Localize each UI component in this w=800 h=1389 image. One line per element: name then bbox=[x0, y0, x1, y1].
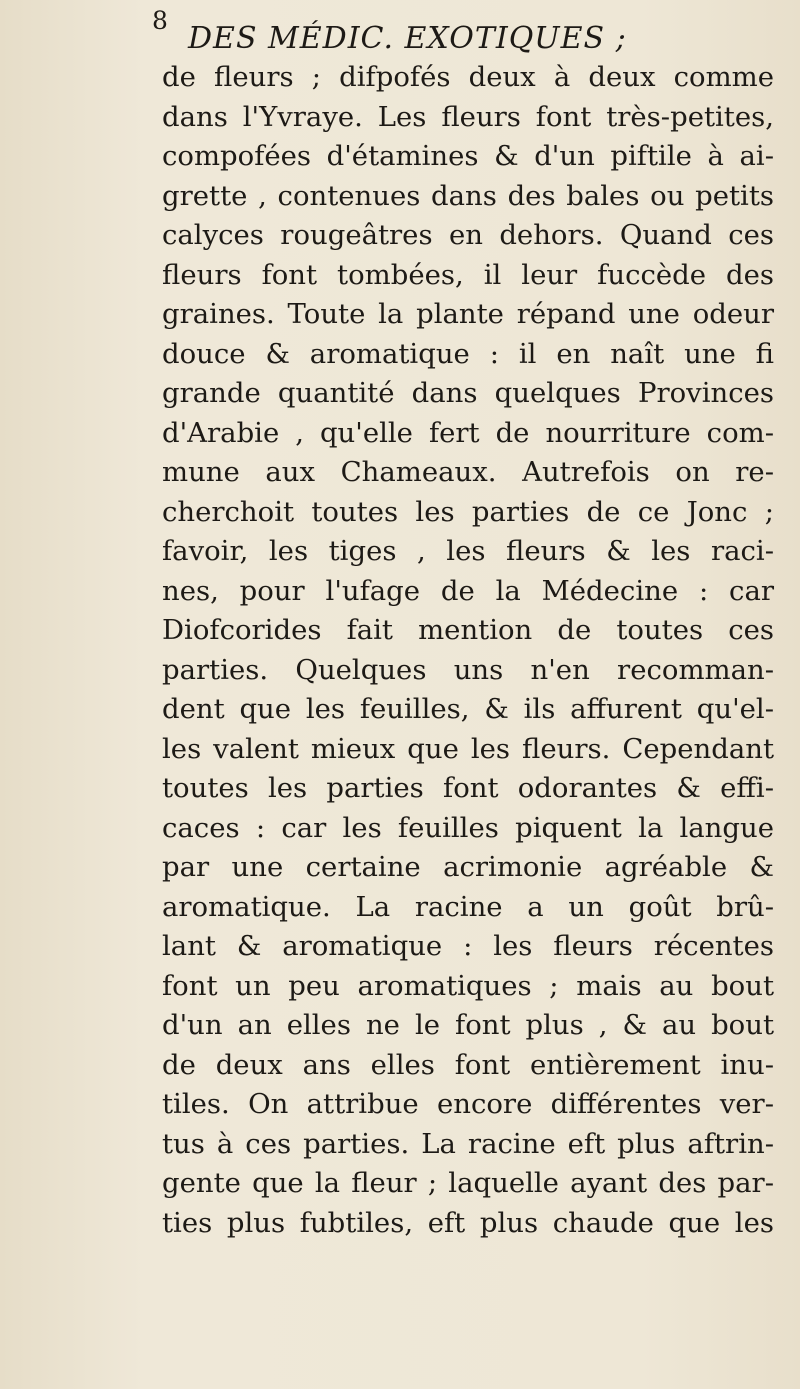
page-number: 8 bbox=[152, 6, 169, 35]
text-line: lant & aromatique : les fleurs récentes bbox=[162, 930, 774, 962]
text-line: graines. Toute la plante répand une odeur bbox=[162, 298, 774, 330]
text-line: d'Arabie , qu'elle fert de nourriture com- bbox=[162, 416, 774, 449]
text-line: fleurs font tombées, il leur fuccède des bbox=[162, 258, 774, 291]
text-line: font un peu aromatiques ; mais au bout bbox=[162, 969, 774, 1002]
text-line: dent que les feuilles, & ils affurent qu'el- bbox=[162, 693, 774, 725]
body-text bbox=[162, 58, 774, 1243]
text-line: dans l'Yvraye. Les fleurs font très-petites, bbox=[162, 100, 774, 133]
text-line: parties. Quelques uns n'en recomman- bbox=[162, 653, 774, 686]
text-line: tiles. On attribue encore différentes ver- bbox=[162, 1088, 774, 1120]
running-head bbox=[152, 4, 774, 56]
text-line: par une certaine acrimonie agréable & bbox=[162, 851, 774, 883]
text-line: gente que la fleur ; laquelle ayant des par- bbox=[162, 1167, 774, 1199]
text-line: calyces rougeâtres en dehors. Quand ces bbox=[162, 219, 774, 251]
text-line: grande quantité dans quelques Provinces bbox=[162, 377, 774, 409]
text-line: nes, pour l'ufage de la Médecine : car bbox=[162, 574, 774, 607]
text-line: grette , contenues dans des bales ou petits bbox=[162, 179, 774, 212]
running-head-title: DES MÉDIC. EXOTIQUES ; bbox=[188, 21, 627, 56]
text-line: toutes les parties font odorantes & effi- bbox=[162, 772, 774, 804]
text-line: tus à ces parties. La racine eft plus aftrin- bbox=[162, 1127, 774, 1160]
text-line: de deux ans elles font entièrement inu- bbox=[162, 1048, 774, 1081]
text-line: douce & aromatique : il en naît une fi bbox=[162, 337, 774, 370]
text-line: caces : car les feuilles piquent la langue bbox=[162, 811, 774, 844]
text-line: Diofcorides fait mention de toutes ces bbox=[162, 614, 774, 646]
text-line: compofées d'étamines & d'un piftile à ai- bbox=[162, 140, 774, 172]
text-line: les valent mieux que les fleurs. Cependant bbox=[162, 732, 774, 765]
text-line: ties plus fubtiles, eft plus chaude que les bbox=[162, 1206, 774, 1239]
text-line: favoir, les tiges , les fleurs & les raci- bbox=[162, 535, 774, 567]
text-line: d'un an elles ne le font plus , & au bout bbox=[162, 1009, 774, 1041]
text-line: cherchoit toutes les parties de ce Jonc ; bbox=[162, 495, 774, 528]
text-line: mune aux Chameaux. Autrefois on re- bbox=[162, 456, 774, 488]
text-line: aromatique. La racine a un goût brû- bbox=[162, 890, 774, 923]
text-line: de fleurs ; difpofés deux à deux comme bbox=[162, 61, 774, 93]
